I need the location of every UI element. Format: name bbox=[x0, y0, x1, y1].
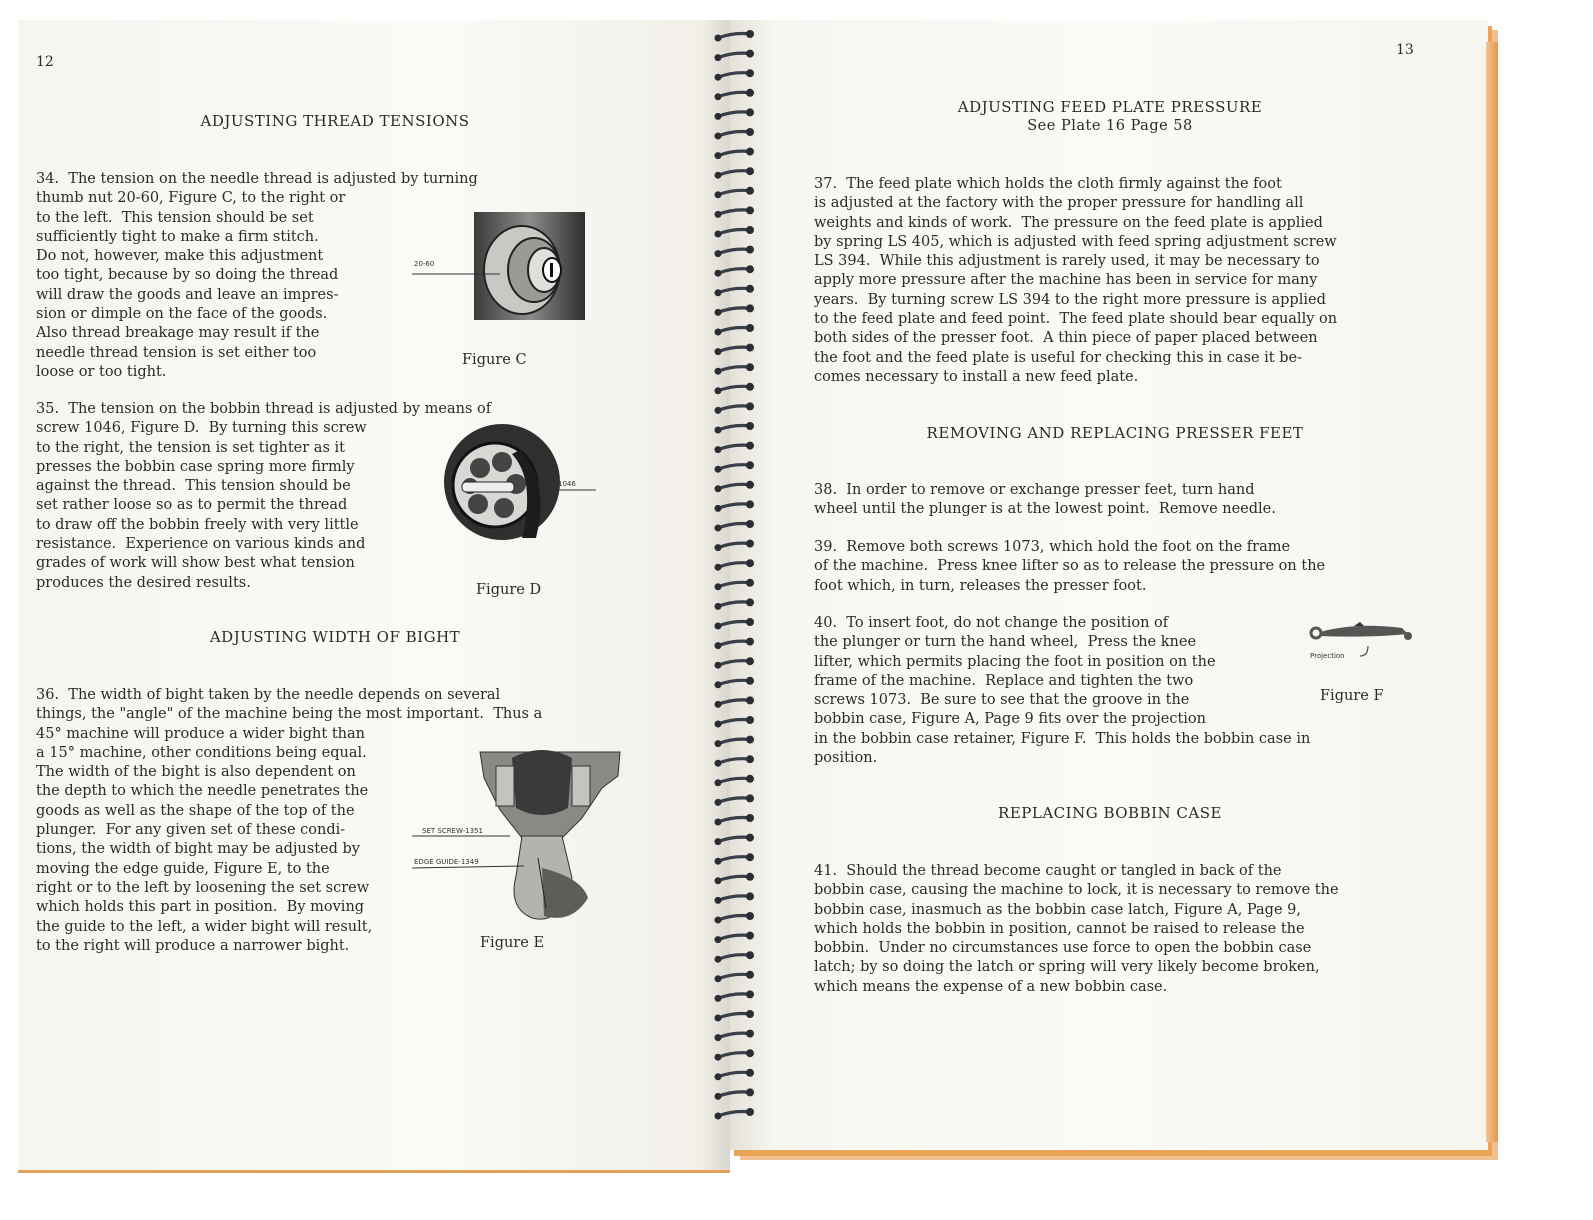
paragraph-36: 36. The width of bight taken by the needle depends on several things, the "angle" of the machine being the most important. Thus a 45° machine will produce a wider bight than a 15° machine, other conditions being equal. The width of the bight is also dependent on the depth to which the needle penetrates the goods as well as the shape of the top of the plunger. For any given set of these condi- tions, the width of bight may be adjusted by moving the edge guide, Figure E, to the right or to the left by loosening the set screw which holds this part in position. By moving the guide to the left, a wider bight will result, to the right will produce a narrower bight. bbox=[36, 687, 543, 954]
spiral-coil bbox=[715, 677, 755, 689]
spiral-binding bbox=[700, 20, 760, 1140]
figure-f-label: Figure F bbox=[1320, 688, 1384, 704]
spiral-coil bbox=[715, 579, 755, 591]
figure-c-thumb-nut-image bbox=[412, 210, 587, 322]
heading-replacing-bobbin-case: REPLACING BOBBIN CASE bbox=[998, 804, 1222, 822]
page-number-left: 12 bbox=[36, 54, 54, 70]
spiral-coil bbox=[715, 442, 755, 454]
spiral-coil bbox=[715, 912, 755, 924]
spiral-coil bbox=[715, 755, 755, 767]
paragraph-41: 41. Should the thread become caught or tangled in back of the bobbin case, causing the machine to lock, it is necessary to remove the bobbin case, inasmuch as the bobbin case latch, Figure A, Page 9, which holds the bobbin in position, cannot be raised to release the bobbin. Under no circumstances use force to open the bobbin case latch; by so doing the latch or spring will very likely become broken, which means the expense of a new bobbin case. bbox=[814, 863, 1339, 995]
paragraph-38: 38. In order to remove or exchange presser feet, turn hand wheel until the plunger is at the lowest point. Remove needle. bbox=[814, 482, 1276, 518]
spiral-coil bbox=[715, 402, 755, 414]
spiral-coil bbox=[715, 794, 755, 806]
spiral-coil bbox=[715, 363, 755, 375]
spiral-coil bbox=[715, 461, 755, 473]
spiral-coil bbox=[715, 265, 755, 277]
spiral-coil bbox=[715, 559, 755, 571]
figure-f-projection-image bbox=[1306, 616, 1416, 664]
spiral-coil bbox=[715, 696, 755, 708]
spiral-coil bbox=[715, 990, 755, 1002]
spiral-coil bbox=[715, 148, 755, 160]
figure-e-label: Figure E bbox=[480, 935, 545, 951]
spiral-coil bbox=[715, 736, 755, 748]
spiral-coil bbox=[715, 226, 755, 238]
spiral-coil bbox=[715, 285, 755, 297]
spiral-coil bbox=[715, 540, 755, 552]
paragraph-40-part-2: in the bobbin case retainer, Figure F. This holds the bobbin case in position. bbox=[814, 731, 1311, 767]
figure-d-bobbin-case-image bbox=[440, 420, 600, 560]
spiral-coil bbox=[715, 598, 755, 610]
spiral-coil bbox=[715, 520, 755, 532]
spiral-coil bbox=[715, 932, 755, 944]
paragraph-40-part-1: 40. To insert foot, do not change the position of the plunger or turn the hand wheel, Press the knee lifter, which permits placing the foot in position on the frame of the machine. Replace and tighten the two screws 1073. Be sure to see that the groove in the bobbin case, Figure A, Page 9 fits over the projection bbox=[814, 615, 1216, 728]
spiral-coil bbox=[715, 618, 755, 630]
spiral-coil bbox=[715, 69, 755, 81]
spiral-coil bbox=[715, 638, 755, 650]
spiral-coil bbox=[715, 775, 755, 787]
spiral-coil bbox=[715, 834, 755, 846]
spiral-coil bbox=[715, 481, 755, 493]
spiral-coil bbox=[715, 167, 755, 179]
spiral-coil bbox=[715, 873, 755, 885]
figure-d-label: Figure D bbox=[476, 582, 542, 598]
spiral-coil bbox=[715, 324, 755, 336]
subheading-see-plate: See Plate 16 Page 58 bbox=[1027, 118, 1193, 134]
heading-feed-plate-pressure: ADJUSTING FEED PLATE PRESSURE bbox=[957, 98, 1263, 116]
page-edge bbox=[1486, 42, 1498, 1142]
spiral-coil bbox=[715, 128, 755, 140]
spiral-coil bbox=[715, 1030, 755, 1042]
heading-width-of-bight: ADJUSTING WIDTH OF BIGHT bbox=[209, 628, 461, 646]
figure-f-callout: Projection bbox=[1310, 652, 1345, 660]
spiral-coil bbox=[715, 422, 755, 434]
paragraph-39: 39. Remove both screws 1073, which hold the foot on the frame of the machine. Press knee lifter so as to release the pressure on the foot which, in turn, releases the presser foot. bbox=[814, 539, 1326, 594]
figure-e-edge-guide-image bbox=[412, 748, 622, 928]
spiral-coil bbox=[715, 30, 755, 42]
spiral-coil bbox=[715, 853, 755, 865]
spiral-coil bbox=[715, 657, 755, 669]
figure-e-callout-set-screw: SET SCREW-1351 bbox=[422, 827, 483, 835]
spiral-coil bbox=[715, 246, 755, 258]
figure-c-callout: 20-60 bbox=[414, 260, 435, 268]
spiral-coil bbox=[715, 89, 755, 101]
figure-d-callout: 1046 bbox=[558, 480, 576, 488]
spiral-coil bbox=[715, 1049, 755, 1061]
spiral-coil bbox=[715, 1010, 755, 1022]
heading-presser-feet: REMOVING AND REPLACING PRESSER FEET bbox=[926, 424, 1304, 442]
spiral-coil bbox=[715, 500, 755, 512]
spiral-coil bbox=[715, 50, 755, 62]
spiral-coil bbox=[715, 971, 755, 983]
spiral-coil bbox=[715, 344, 755, 356]
spiral-coil bbox=[715, 1069, 755, 1081]
figure-c-label: Figure C bbox=[462, 352, 527, 368]
figure-e-callout-edge-guide: EDGE GUIDE-1349 bbox=[414, 858, 479, 866]
spiral-coil bbox=[715, 892, 755, 904]
spiral-coil bbox=[715, 716, 755, 728]
spiral-coil bbox=[715, 814, 755, 826]
paragraph-34: 34. The tension on the needle thread is adjusted by turning thumb nut 20-60, Figure C, to the right or to the left. This tension should be set sufficiently tight to make a firm stitch. Do not, however, make this adjustment too tight, because by so doing the thread will draw the goods and leave an impres- sion or dimple on the face of the goods. Also thread breakage may result if the needle thread tension is set either too loose or too tight. bbox=[36, 171, 478, 380]
paragraph-35: 35. The tension on the bobbin thread is adjusted by means of screw 1046, Figure D. By turning this screw to the right, the tension is set tighter as it presses the bobbin case spring more firmly against the thread. This tension should be set rather loose so as to permit the thread to draw off the bobbin freely with very little resistance. Experience on various kinds and grades of work will show best what tension produces the desired results. bbox=[36, 401, 492, 591]
heading-thread-tensions: ADJUSTING THREAD TENSIONS bbox=[200, 112, 470, 130]
spiral-coil bbox=[715, 108, 755, 120]
spiral-coil bbox=[715, 383, 755, 395]
spiral-coil bbox=[715, 1108, 755, 1120]
paragraph-37: 37. The feed plate which holds the cloth firmly against the foot is adjusted at the factory with the proper pressure for handling all weights and kinds of work. The pressure on the feed plate is applied by spring LS 405, which is adjusted with feed spring adjustment screw LS 394. While this adjustment is rarely used, it may be necessary to apply more pressure after the machine has been in service for many years. By turning screw LS 394 to the right more pressure is applied to the feed plate and feed point. The feed plate should bear equally on both sides of the presser foot. A thin piece of paper placed between the foot and the feed plate is useful for checking this in case it be- comes necessary to install a new feed plate. bbox=[814, 176, 1338, 385]
spiral-coil bbox=[715, 206, 755, 218]
spiral-coil bbox=[715, 187, 755, 199]
spiral-coil bbox=[715, 304, 755, 316]
page-number-right: 13 bbox=[1396, 42, 1414, 58]
spiral-coil bbox=[715, 951, 755, 963]
spiral-coil bbox=[715, 1088, 755, 1100]
